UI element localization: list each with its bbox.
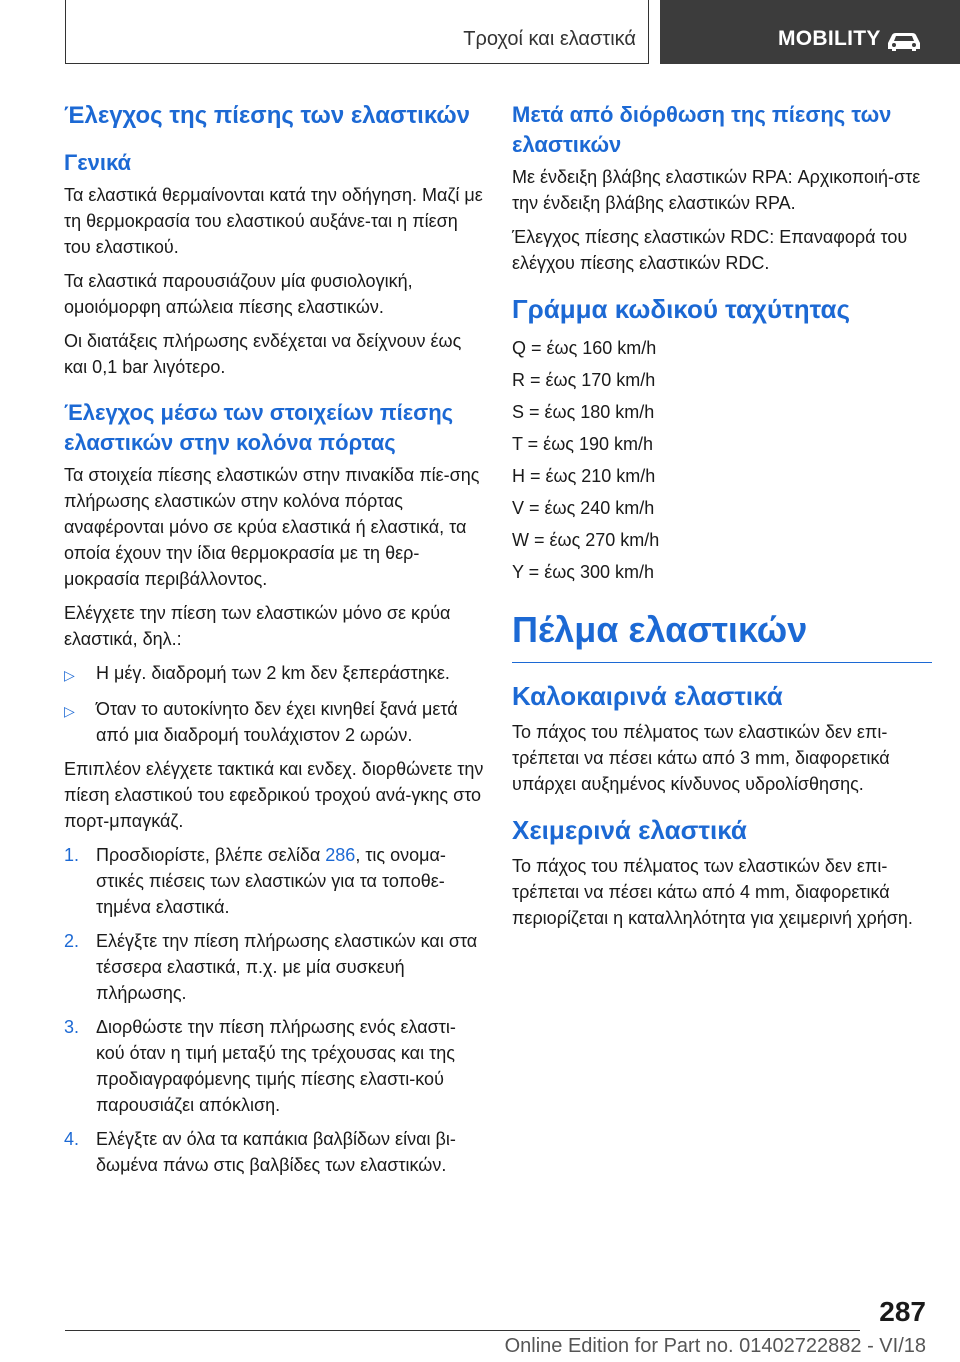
speed-item: V = έως 240 km/h xyxy=(512,498,655,518)
section-title: Τροχοί και ελαστικά xyxy=(463,28,636,50)
speed-item: S = έως 180 km/h xyxy=(512,402,655,422)
header-frame xyxy=(65,0,649,64)
paragraph: Ελέγχετε την πίεση των ελαστικών μόνο σε κρύα ελαστικά, δηλ.: xyxy=(64,603,451,649)
triangle-bullet-icon: ▷ xyxy=(64,703,75,719)
right-column xyxy=(512,100,932,939)
page-link[interactable]: 286 xyxy=(325,845,356,865)
edition-footer: Online Edition for Part no. 01402722882 - VI/18 xyxy=(504,1335,926,1357)
car-icon xyxy=(884,29,924,53)
mobility-tab-label: MOBILITY xyxy=(778,27,881,50)
step-number: 1. xyxy=(64,845,80,865)
step-text: Προσδιορίστε, βλέπε σελίδα 286, τις ονομα-στικές πιέσεις των ελαστικών για τα τοποθε-τημένα ελαστικά. xyxy=(96,845,446,917)
footer-rule xyxy=(65,1330,860,1331)
speed-item: H = έως 210 km/h xyxy=(512,466,656,486)
step-text: Ελέγξτε την πίεση πλήρωσης ελαστικών και στα τέσσερα ελαστικά, π.χ. με μία συσκευή πλήρωσης. xyxy=(96,931,478,1003)
step-number: 4. xyxy=(64,1129,80,1149)
speed-item: T = έως 190 km/h xyxy=(512,434,653,454)
speed-item: Q = έως 160 km/h xyxy=(512,338,657,358)
paragraph: Οι διατάξεις πλήρωσης ενδέχεται να δείχνουν έως και 0,1 bar λιγότερο. xyxy=(64,331,462,377)
page-number: 287 xyxy=(879,1296,926,1327)
paragraph: Επιπλέον ελέγχετε τακτικά και ενδεχ. διορθώνετε την πίεση ελαστικού του εφεδρικού τροχού ανά-γκης στο πορτ-μπαγκάζ. xyxy=(64,759,484,831)
step-text: Διορθώστε την πίεση πλήρωσης ενός ελαστι-κού όταν η τιμή μεταξύ της τρέχουσας και της προδιαγραφόμενης τιμής πίεσης ελαστι-κού παρουσιάζει απόκλιση. xyxy=(96,1017,456,1115)
bullet-item: ▷ Η μέγ. διαδρομή των 2 km δεν ξεπεράστηκε. xyxy=(64,660,484,688)
paragraph: Το πάχος του πέλματος των ελαστικών δεν επι-τρέπεται να πέσει κάτω από 3 mm, διαφορετικά υπάρχει αυξημένος κίνδυνος υδρολίσθησης. xyxy=(512,722,890,794)
step-item xyxy=(64,1014,484,1118)
paragraph: Τα στοιχεία πίεσης ελαστικών στην πινακίδα πίε-σης πλήρωσης ελαστικών στην κολόνα πόρτας αναφέρονται μόνο σε κρύα ελαστικά ή ελαστικά, τα οποία έχουν την ίδια θερμοκρασία με τη θερ-μοκρασία περιβάλλοντος. xyxy=(64,465,480,589)
step-item xyxy=(64,928,484,1006)
door-pillar-heading: Έλεγχος μέσω των στοιχείων πίεσης ελαστικών στην κολόνα πόρτας xyxy=(64,400,454,455)
summer-tyres-heading: Καλοκαιρινά ελαστικά xyxy=(512,681,783,711)
heading-rule xyxy=(512,662,932,663)
paragraph: Έλεγχος πίεσης ελαστικών RDC: Επαναφορά του ελέγχου πίεσης ελαστικών RDC. xyxy=(512,227,908,273)
section-heading: Έλεγχος της πίεσης των ελαστικών xyxy=(64,102,471,129)
paragraph: Τα ελαστικά θερμαίνονται κατά την οδήγηση. Μαζί με τη θερμοκρασία του ελαστικού αυξάνε-ται η πίεση του ελαστικού. xyxy=(64,185,483,257)
step-item xyxy=(64,842,484,920)
speed-item: W = έως 270 km/h xyxy=(512,530,660,550)
general-heading: Γενικά xyxy=(64,150,132,175)
left-column xyxy=(64,100,484,1186)
paragraph: Τα ελαστικά παρουσιάζουν μία φυσιολογική, ομοιόμορφη απώλεια πίεσης ελαστικών. xyxy=(64,271,413,317)
speed-item: R = έως 170 km/h xyxy=(512,370,656,390)
triangle-bullet-icon: ▷ xyxy=(64,667,75,683)
paragraph: Με ένδειξη βλάβης ελαστικών RPA: Αρχικοποιή-στε την ένδειξη βλάβης ελαστικών RPA. xyxy=(512,167,921,213)
step-item xyxy=(64,1126,484,1178)
speed-item: Y = έως 300 km/h xyxy=(512,562,654,582)
winter-tyres-heading: Χειμερινά ελαστικά xyxy=(512,815,747,845)
tread-heading: Πέλμα ελαστικών xyxy=(512,609,808,650)
bullet-item: ▷ Όταν το αυτοκίνητο δεν έχει κινηθεί ξανά μετά από μια διαδρομή τουλάχιστον 2 ωρών. xyxy=(64,696,484,748)
speed-code-heading: Γράμμα κωδικού ταχύτητας xyxy=(512,294,851,324)
speed-list xyxy=(512,332,932,588)
step-number: 2. xyxy=(64,931,80,951)
step-text: Ελέγξτε αν όλα τα καπάκια βαλβίδων είναι βι-δωμένα πάνω στις βαλβίδες των ελαστικών. xyxy=(96,1129,456,1175)
step-number: 3. xyxy=(64,1017,80,1037)
paragraph: Το πάχος του πέλματος των ελαστικών δεν επι-τρέπεται να πέσει κάτω από 4 mm, διαφορετικά περιορίζεται η καταλληλότητα για χειμερινή χρήση. xyxy=(512,856,913,928)
after-correction-heading: Μετά από διόρθωση της πίεσης των ελαστικών xyxy=(512,102,892,157)
